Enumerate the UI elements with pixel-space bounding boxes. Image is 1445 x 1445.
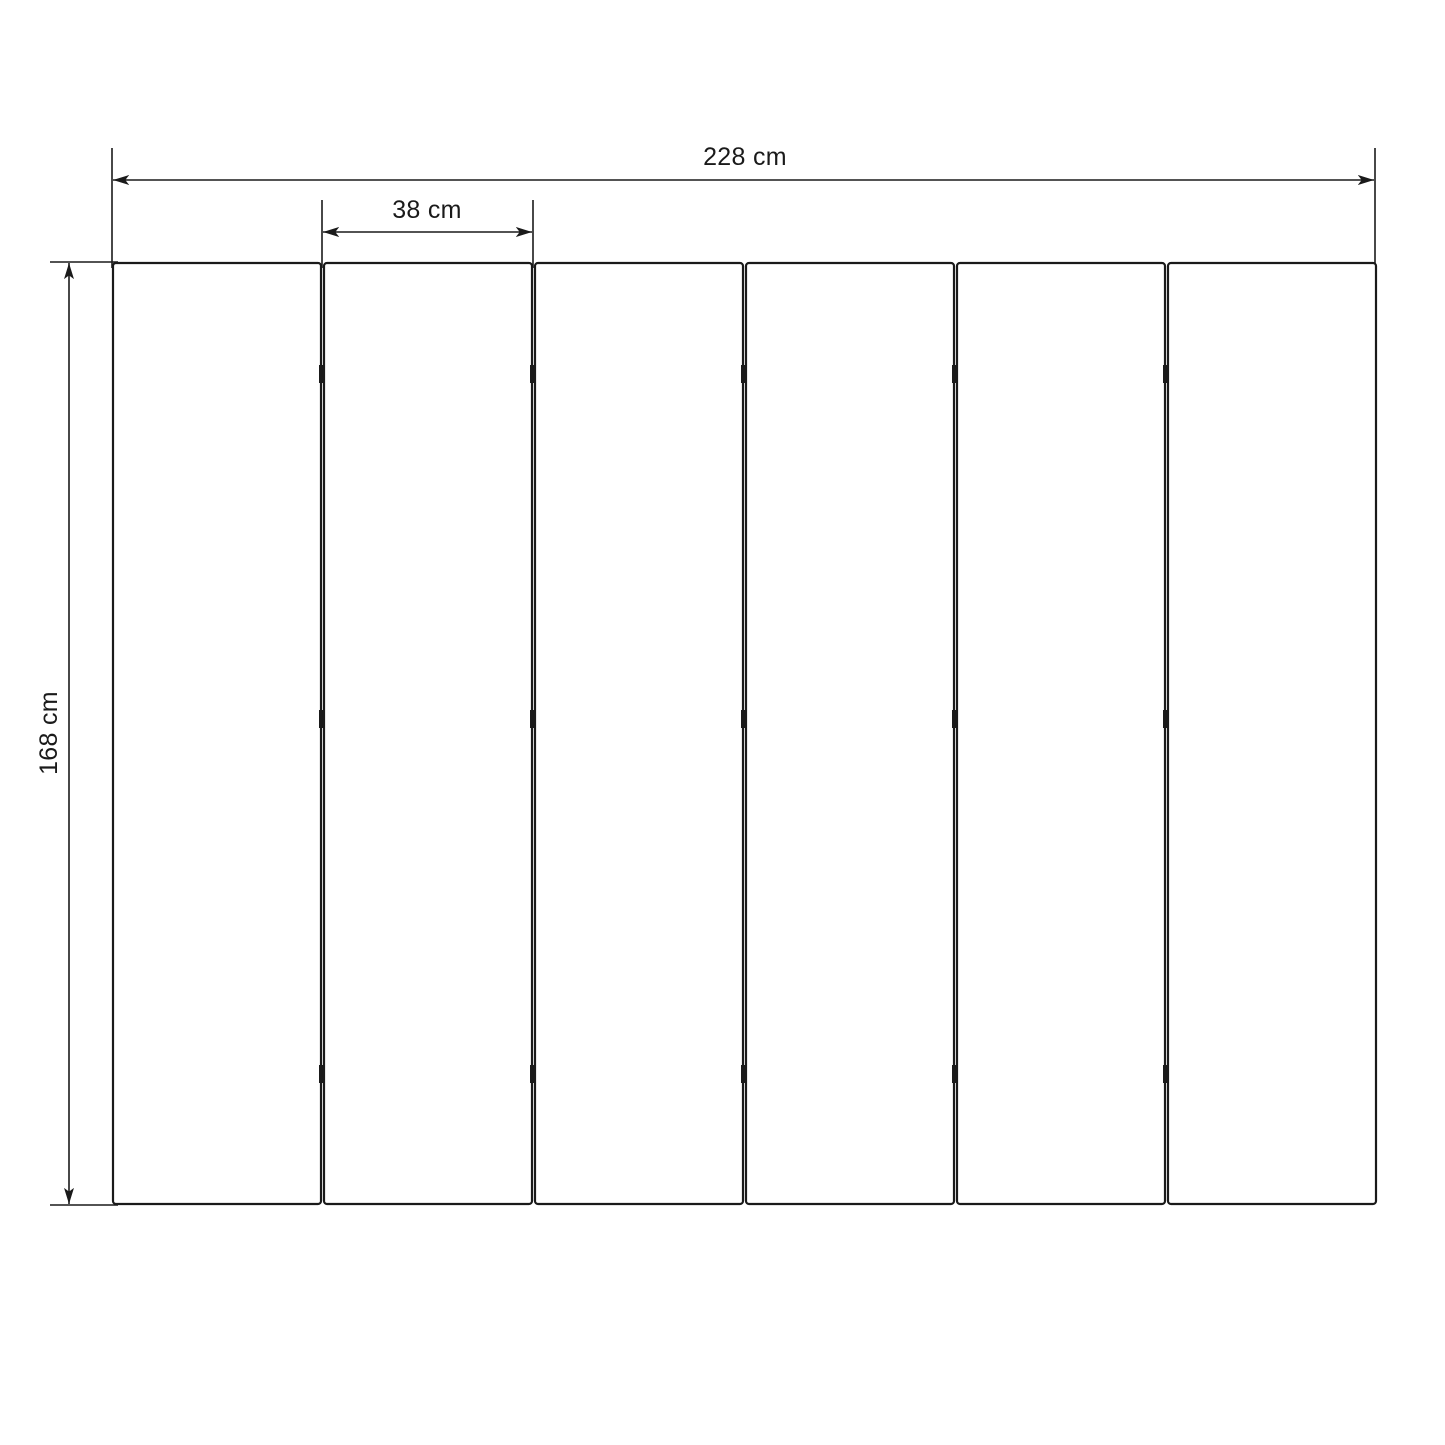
hinge — [530, 710, 536, 728]
total-width-label: 228 cm — [703, 143, 787, 171]
panel-group — [113, 263, 1376, 1204]
panel-6 — [1168, 263, 1376, 1204]
hinge — [319, 710, 325, 728]
hinge — [530, 1065, 536, 1083]
panel-1 — [113, 263, 321, 1204]
height-label: 168 cm — [35, 691, 63, 775]
panel-5 — [957, 263, 1165, 1204]
hinge — [1163, 1065, 1169, 1083]
hinge — [741, 710, 747, 728]
hinge — [530, 365, 536, 383]
hinge — [319, 365, 325, 383]
hinge — [1163, 710, 1169, 728]
panel-3 — [535, 263, 743, 1204]
panel-4 — [746, 263, 954, 1204]
panel-width-label: 38 cm — [392, 196, 462, 224]
panel-2 — [324, 263, 532, 1204]
hinge — [952, 365, 958, 383]
hinge — [952, 1065, 958, 1083]
hinge — [1163, 365, 1169, 383]
hinge — [741, 365, 747, 383]
hinge — [952, 710, 958, 728]
hinge — [741, 1065, 747, 1083]
hinge — [319, 1065, 325, 1083]
